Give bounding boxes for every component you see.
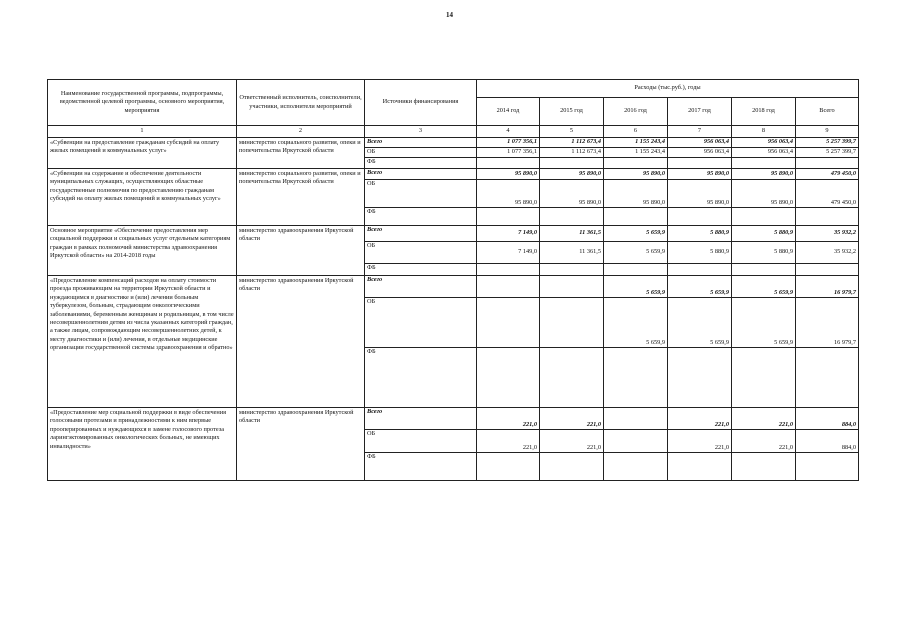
- ob-value-cell: 5 880,9: [668, 242, 732, 264]
- source-total-label: Всего: [365, 408, 477, 430]
- header-program-name: Наименование государственной программы, подпрограммы, ведомственной целевой программы, основного мероприятия, мероприятия: [48, 80, 237, 126]
- fb-value-cell: [796, 453, 859, 481]
- ob-value-cell: 11 361,5: [540, 242, 604, 264]
- ob-value-cell: 5 659,9: [604, 298, 668, 348]
- fb-value-cell: [604, 264, 668, 276]
- fb-value-cell: [604, 453, 668, 481]
- fb-value-cell: [604, 158, 668, 169]
- column-number: 4: [477, 126, 540, 138]
- ob-value-cell: 1 155 243,4: [604, 148, 668, 158]
- total-value-cell: 5 880,9: [732, 226, 796, 242]
- column-number: 7: [668, 126, 732, 138]
- total-value-cell: 7 149,0: [477, 226, 540, 242]
- fb-value-cell: [668, 208, 732, 226]
- fb-value-cell: [796, 348, 859, 408]
- fb-value-cell: [732, 158, 796, 169]
- ob-value-cell: 16 979,7: [796, 298, 859, 348]
- total-value-cell: [604, 408, 668, 430]
- column-number: 9: [796, 126, 859, 138]
- total-value-cell: 11 361,5: [540, 226, 604, 242]
- total-value-cell: 956 063,4: [668, 138, 732, 148]
- total-value-cell: 884,0: [796, 408, 859, 430]
- ob-value-cell: 5 880,9: [732, 242, 796, 264]
- header-total: Всего: [796, 98, 859, 126]
- header-expenses: Расходы (тыс.руб.), годы: [477, 80, 859, 98]
- fb-value-cell: [732, 453, 796, 481]
- table-row: [48, 169, 859, 180]
- fb-value-cell: [668, 264, 732, 276]
- fb-value-cell: [796, 208, 859, 226]
- source-ob-label: ОБ: [365, 242, 477, 264]
- total-value-cell: 5 659,9: [732, 276, 796, 298]
- fb-value-cell: [540, 453, 604, 481]
- ob-value-cell: 5 659,9: [732, 298, 796, 348]
- total-value-cell: 5 880,9: [668, 226, 732, 242]
- source-ob-label: ОБ: [365, 180, 477, 208]
- total-value-cell: 95 890,0: [540, 169, 604, 180]
- ob-value-cell: 35 932,2: [796, 242, 859, 264]
- ob-value-cell: 5 257 399,7: [796, 148, 859, 158]
- ob-value-cell: 95 890,0: [604, 180, 668, 208]
- header-year: 2018 год: [732, 98, 796, 126]
- ob-value-cell: 221,0: [732, 430, 796, 453]
- total-value-cell: 221,0: [477, 408, 540, 430]
- fb-value-cell: [477, 453, 540, 481]
- total-value-cell: 35 932,2: [796, 226, 859, 242]
- total-value-cell: 5 659,9: [604, 226, 668, 242]
- fb-value-cell: [796, 158, 859, 169]
- ob-value-cell: 221,0: [540, 430, 604, 453]
- ob-value-cell: 95 890,0: [668, 180, 732, 208]
- source-fb-label: ФБ: [365, 264, 477, 276]
- ob-value-cell: 7 149,0: [477, 242, 540, 264]
- source-total-label: Всего: [365, 226, 477, 242]
- fb-value-cell: [477, 348, 540, 408]
- ob-value-cell: 1 112 673,4: [540, 148, 604, 158]
- executor-cell: министерство социального развития, опеки и попечительства Иркутской области: [237, 169, 365, 226]
- ob-value-cell: 221,0: [477, 430, 540, 453]
- ob-value-cell: 221,0: [668, 430, 732, 453]
- table-row: [48, 276, 859, 298]
- total-value-cell: 16 979,7: [796, 276, 859, 298]
- total-value-cell: 95 890,0: [732, 169, 796, 180]
- program-name-cell: «Предоставление мер социальной поддержки в виде обеспечения голосовыми протезами и принадлежностями к ним впервые прооперированных и нуждающихся в замене голосового протеза ларингэктомированных онкологических больных, не имеющих инвалидности»: [48, 408, 237, 481]
- program-name-cell: Основное мероприятие «Обеспечение предоставления мер социальной поддержки и социальных услуг отдельным категориям граждан в рамках полномочий министерства здравоохранения Иркутской области» на 2014-2018 годы: [48, 226, 237, 276]
- fb-value-cell: [477, 208, 540, 226]
- table-row: [48, 138, 859, 148]
- ob-value-cell: 95 890,0: [540, 180, 604, 208]
- column-number: 8: [732, 126, 796, 138]
- total-value-cell: 221,0: [732, 408, 796, 430]
- header-year: 2016 год: [604, 98, 668, 126]
- total-value-cell: [540, 276, 604, 298]
- source-total-label: Всего: [365, 169, 477, 180]
- fb-value-cell: [732, 208, 796, 226]
- page-number: 14: [446, 11, 453, 19]
- executor-cell: министерство здравоохранения Иркутской области: [237, 226, 365, 276]
- fb-value-cell: [540, 264, 604, 276]
- column-numbers-row: [48, 126, 859, 138]
- fb-value-cell: [540, 348, 604, 408]
- fb-value-cell: [732, 264, 796, 276]
- ob-value-cell: [604, 430, 668, 453]
- total-value-cell: 95 890,0: [604, 169, 668, 180]
- source-ob-label: ОБ: [365, 148, 477, 158]
- header-funding-sources: Источники финансирования: [365, 80, 477, 126]
- program-name-cell: «Субвенции на предоставление гражданам субсидий на оплату жилых помещений и коммунальных услуг»: [48, 138, 237, 169]
- total-value-cell: 95 890,0: [668, 169, 732, 180]
- total-value-cell: 5 257 399,7: [796, 138, 859, 148]
- fb-value-cell: [668, 348, 732, 408]
- total-value-cell: 1 155 243,4: [604, 138, 668, 148]
- header-year: 2015 год: [540, 98, 604, 126]
- source-ob-label: ОБ: [365, 430, 477, 453]
- header-executor: Ответственный исполнитель, соисполнители, участники, исполнители мероприятий: [237, 80, 365, 126]
- column-number: 3: [365, 126, 477, 138]
- ob-value-cell: 956 063,4: [732, 148, 796, 158]
- total-value-cell: 5 659,9: [604, 276, 668, 298]
- source-total-label: Всего: [365, 276, 477, 298]
- program-name-cell: «Субвенции на содержание и обеспечение деятельности муниципальных служащих, осуществляющих областные государственные полномочия по предоставлению гражданам субсидий на оплату жилых помещений и коммунальных услуг»: [48, 169, 237, 226]
- ob-value-cell: 95 890,0: [732, 180, 796, 208]
- table-row: [48, 408, 859, 430]
- ob-value-cell: 5 659,9: [668, 298, 732, 348]
- total-value-cell: 1 077 356,1: [477, 138, 540, 148]
- total-value-cell: 1 112 673,4: [540, 138, 604, 148]
- financing-table: [47, 79, 859, 481]
- fb-value-cell: [604, 348, 668, 408]
- ob-value-cell: 95 890,0: [477, 180, 540, 208]
- column-number: 1: [48, 126, 237, 138]
- total-value-cell: [477, 276, 540, 298]
- source-fb-label: ФБ: [365, 348, 477, 408]
- ob-value-cell: 884,0: [796, 430, 859, 453]
- fb-value-cell: [540, 158, 604, 169]
- ob-value-cell: 5 659,9: [604, 242, 668, 264]
- fb-value-cell: [604, 208, 668, 226]
- total-value-cell: 479 450,0: [796, 169, 859, 180]
- source-total-label: Всего: [365, 138, 477, 148]
- ob-value-cell: 479 450,0: [796, 180, 859, 208]
- ob-value-cell: 1 077 356,1: [477, 148, 540, 158]
- fb-value-cell: [668, 453, 732, 481]
- source-fb-label: ФБ: [365, 453, 477, 481]
- source-fb-label: ФБ: [365, 208, 477, 226]
- fb-value-cell: [732, 348, 796, 408]
- header-year: 2014 год: [477, 98, 540, 126]
- fb-value-cell: [796, 264, 859, 276]
- total-value-cell: 221,0: [540, 408, 604, 430]
- table-row: [48, 226, 859, 242]
- fb-value-cell: [477, 264, 540, 276]
- source-fb-label: ФБ: [365, 158, 477, 169]
- executor-cell: министерство социального развития, опеки и попечительства Иркутской области: [237, 138, 365, 169]
- source-ob-label: ОБ: [365, 298, 477, 348]
- total-value-cell: 956 063,4: [732, 138, 796, 148]
- ob-value-cell: 956 063,4: [668, 148, 732, 158]
- fb-value-cell: [668, 158, 732, 169]
- fb-value-cell: [477, 158, 540, 169]
- total-value-cell: 95 890,0: [477, 169, 540, 180]
- total-value-cell: 5 659,9: [668, 276, 732, 298]
- header-year: 2017 год: [668, 98, 732, 126]
- ob-value-cell: [477, 298, 540, 348]
- total-value-cell: 221,0: [668, 408, 732, 430]
- program-name-cell: «Предоставление компенсаций расходов на оплату стоимости проезда проживающим на территории Иркутской области и нуждающимся в диагностике и (или) лечении больным туберкулезом, больным, страдающим онкологическими заболеваниями, беременным женщинам и родильницам, в том числе несовершеннолетним детям из числа указанных категорий граждан, а также лицам, сопровождающим несовершеннолетних детей, к месту диагностики и (или) лечения, в отдельные медицинские организации государственной системы здравоохранения и обратно»: [48, 276, 237, 408]
- ob-value-cell: [540, 298, 604, 348]
- fb-value-cell: [540, 208, 604, 226]
- column-number: 2: [237, 126, 365, 138]
- executor-cell: министерство здравоохранения Иркутской области: [237, 276, 365, 408]
- executor-cell: министерство здравоохранения Иркутской области: [237, 408, 365, 481]
- column-number: 6: [604, 126, 668, 138]
- column-number: 5: [540, 126, 604, 138]
